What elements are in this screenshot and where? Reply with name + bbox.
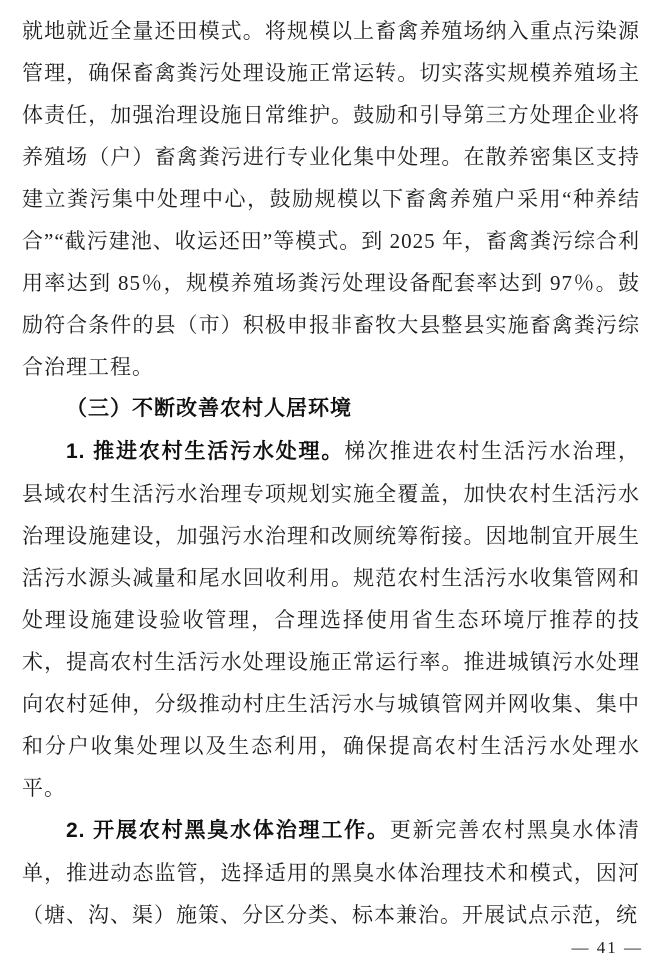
section-heading: （三）不断改善农村人居环境 [66, 397, 352, 420]
item-2-lead: 2. 开展农村黑臭水体治理工作。 [66, 819, 390, 842]
paragraph-item-1 [22, 430, 640, 809]
item-2-body: 更新完善农村黑臭水体清单，推进动态监管，选择适用的黑臭水体治理技术和模式，因河（塘、沟、渠）施策、分区分类、标本兼治。开展试点示范，统 [22, 818, 640, 927]
item-1-body: 梯次推进农村生活污水治理，县域农村生活污水治理专项规划实施全覆盖，加快农村生活污水治理设施建设，加强污水治理和改厕统筹衔接。因地制宜开展生活污水源头减量和尾水回收利用。规范农村生活污水收集管网和处理设施建设验收管理，合理选择使用省生态环境厅推荐的技术，提高农村生活污水处理设施正常运行率。推进城镇污水处理向农村延伸，分级推动村庄生活污水与城镇管网并网收集、集中和分户收集处理以及生态利用，确保提高农村生活污水处理水平。 [22, 439, 640, 800]
page-number: — 41 — [571, 938, 643, 957]
item-1-lead: 1. 推进农村生活污水处理。 [66, 440, 345, 463]
page-footer [572, 938, 644, 958]
paragraph-continued: 就地就近全量还田模式。将规模以上畜禽养殖场纳入重点污染源管理，确保畜禽粪污处理设施正常运转。切实落实规模养殖场主体责任，加强治理设施日常维护。鼓励和引导第三方处理企业将养殖场（户）畜禽粪污进行专业化集中处理。在散养密集区支持建立粪污集中处理中心，鼓励规模以下畜禽养殖户采用“种养结合”“截污建池、收运还田”等模式。到 2025 年，畜禽粪污综合利用率达到 85％，规模养殖场粪污处理设备配套率达到 97％。鼓励符合条件的县（市）积极申报非畜牧大县整县实施畜禽粪污综合治理工程。 [22, 19, 640, 379]
paragraph-item-2 [22, 809, 640, 936]
